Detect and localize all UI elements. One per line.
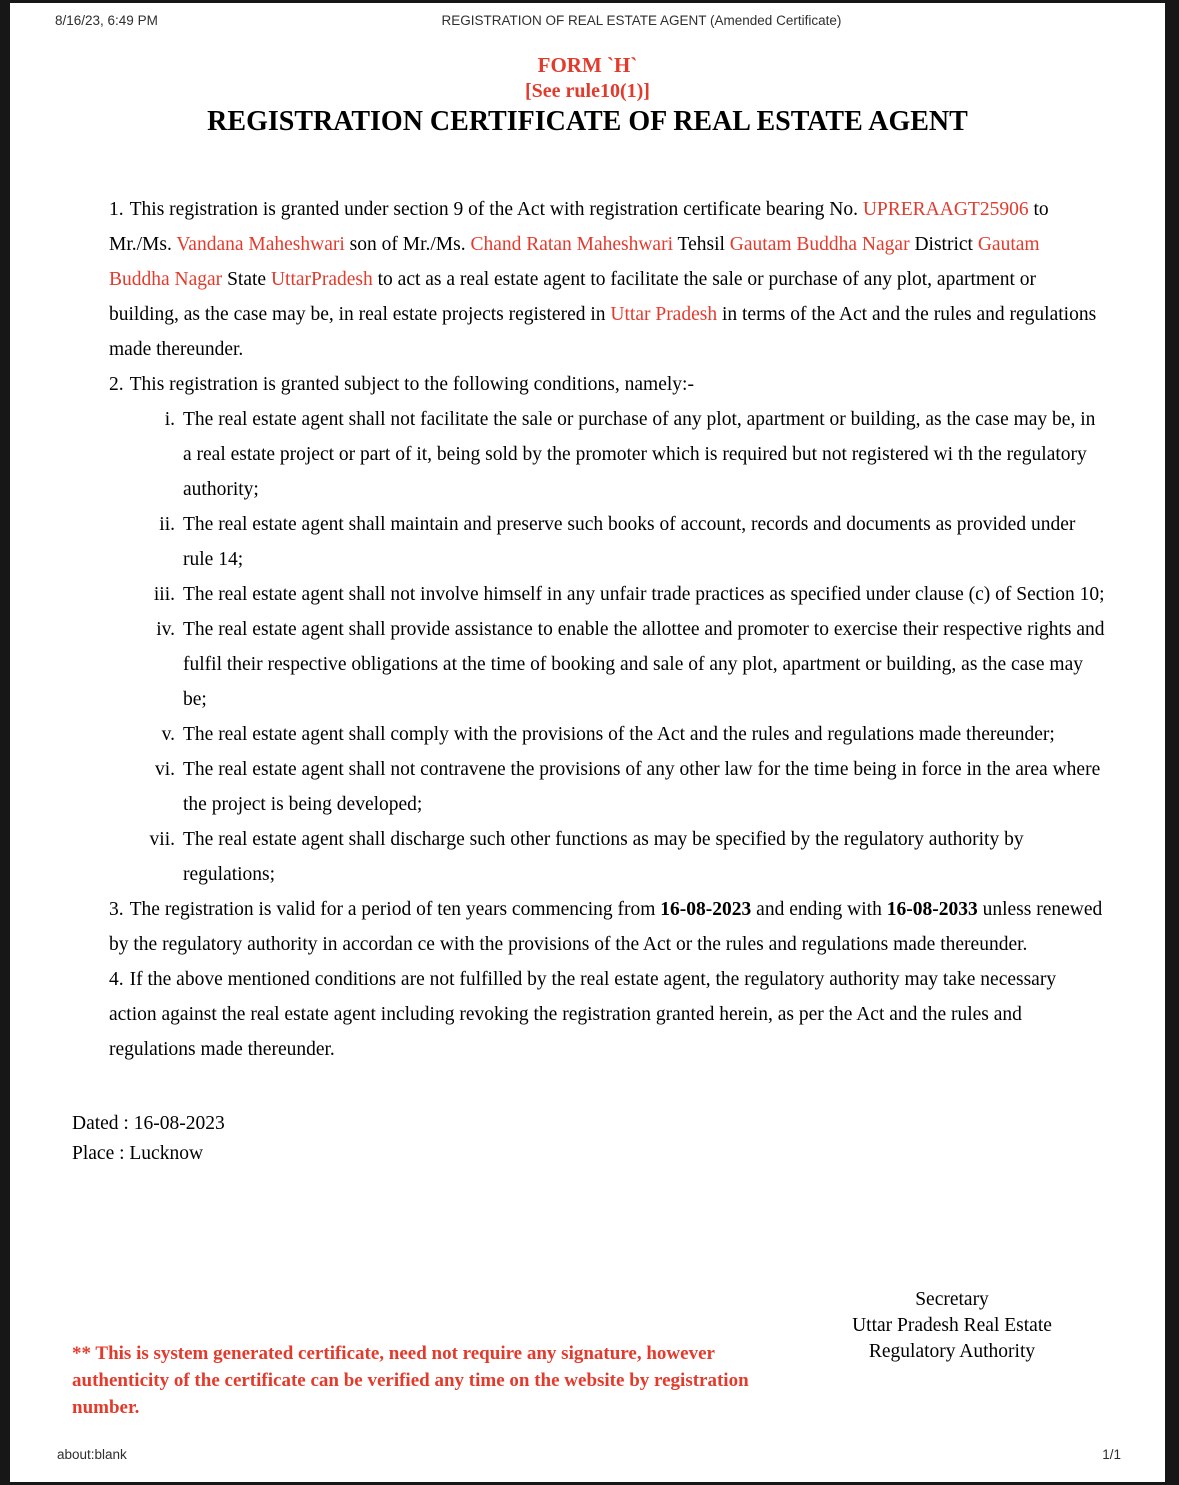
sub-item-iv-marker: iv. — [156, 619, 175, 640]
dated-place-block — [72, 1109, 1165, 1169]
sub-item-v-marker: v. — [161, 724, 175, 745]
list-item-1 — [109, 192, 1105, 367]
sub-item-vii-marker: vii. — [149, 829, 175, 850]
rule-heading: [See rule10(1)] — [525, 80, 650, 102]
item-4-marker: 4. — [109, 969, 124, 990]
item-2-marker: 2. — [109, 374, 124, 395]
certificate-title: REGISTRATION CERTIFICATE OF REAL ESTATE AGENT — [207, 106, 968, 137]
signature-role: Secretary — [915, 1289, 989, 1310]
footer-page-number: 1/1 — [1102, 1447, 1121, 1462]
signature-block — [802, 1287, 1102, 1365]
sub-item-iii-text: The real estate agent shall not involve himself in any unfair trade practices as specified under clause (c) of Section 10; — [183, 584, 1105, 605]
sub-item-iv-text: The real estate agent shall provide assistance to enable the allottee and promoter to exercise their respective rights and fulfil their respective obligations at the time of booking and sale of any plot, apartment or building, as the case may be; — [183, 619, 1105, 710]
sub-item-iii — [109, 577, 1105, 612]
list-item-2 — [109, 367, 1105, 892]
sub-item-vi-marker: vi. — [154, 759, 175, 780]
signature-authority-line-2: Regulatory Authority — [868, 1341, 1036, 1362]
sub-item-iii-marker: iii. — [153, 584, 175, 605]
sub-item-i — [109, 402, 1105, 507]
sub-item-v-text: The real estate agent shall comply with the provisions of the Act and the rules and regulations made thereunder; — [183, 724, 1055, 745]
item-1-text: This registration is granted under section 9 of the Act with registration certificate bearing No. UPRERAAGT25906 to Mr./Ms. Vandana Maheshwari son of Mr./Ms. Chand Ratan Maheshwari Tehsil Gautam Buddha Nagar District Gautam Buddha Nagar State UttarPradesh to act as a real estate agent to facilitate the sale or purchase of any plot, apartment or building, as the case may be, in real estate projects registered in Uttar Pradesh in terms of the Act and the rules and regulations made thereunder. — [109, 199, 1097, 360]
dated-line: Dated : 16-08-2023 — [72, 1113, 225, 1134]
item-3-text: The registration is valid for a period of ten years commencing from 16-08-2023 and ending with 16-08-2033 unless renewed by the regulatory authority in accordan ce with the provisions of the Act or the rules and regulations made thereunder. — [109, 899, 1103, 955]
sub-item-ii-marker: ii. — [159, 514, 175, 535]
list-item-4 — [109, 962, 1105, 1067]
list-item-3 — [109, 892, 1105, 962]
certificate-heading — [10, 52, 1165, 138]
sub-conditions-list — [109, 402, 1105, 892]
item-1-marker: 1. — [109, 199, 124, 220]
place-line: Place : Lucknow — [72, 1143, 204, 1164]
sub-item-iv — [109, 612, 1105, 717]
certificate-page — [10, 3, 1165, 1482]
disclaimer-note: ** This is system generated certificate, need not require any signature, however authenticity of the certificate can be verified any time on the website by registration number. — [72, 1343, 749, 1418]
print-footer — [57, 1447, 1121, 1462]
footer-url: about:blank — [57, 1447, 127, 1462]
sub-item-vii — [109, 822, 1105, 892]
print-header-title: REGISTRATION OF REAL ESTATE AGENT (Amended Certificate) — [441, 13, 842, 28]
item-3-marker: 3. — [109, 899, 124, 920]
print-header — [10, 3, 1165, 28]
sub-item-vi-text: The real estate agent shall not contravene the provisions of any other law for the time being in force in the area where the project is being developed; — [183, 759, 1101, 815]
conditions-list — [109, 192, 1105, 1067]
sub-item-vii-text: The real estate agent shall discharge such other functions as may be specified by the regulatory authority by regulations; — [183, 829, 1024, 885]
sub-item-i-marker: i. — [164, 409, 175, 430]
item-4-text: If the above mentioned conditions are not fulfilled by the real estate agent, the regulatory authority may take necessary action against the real estate agent including revoking the registration granted herein, as per the Act and the rules and regulations made thereunder. — [109, 969, 1057, 1060]
print-header-timestamp: 8/16/23, 6:49 PM — [55, 13, 158, 28]
sub-item-vi — [109, 752, 1105, 822]
item-2-intro — [109, 367, 1105, 402]
item-2-text: This registration is granted subject to the following conditions, namely:- — [129, 374, 694, 395]
signature-authority-line-1: Uttar Pradesh Real Estate — [852, 1315, 1052, 1336]
sub-item-ii-text: The real estate agent shall maintain and preserve such books of account, records and documents as provided under rule 14; — [183, 514, 1076, 570]
sub-item-i-text: The real estate agent shall not facilitate the sale or purchase of any plot, apartment or building, as the case may be, in a real estate project or part of it, being sold by the promoter which is required but not registered wi th the regulatory authority; — [183, 409, 1096, 500]
form-heading: FORM `H` — [537, 53, 638, 77]
sub-item-v — [109, 717, 1105, 752]
sub-item-ii — [109, 507, 1105, 577]
